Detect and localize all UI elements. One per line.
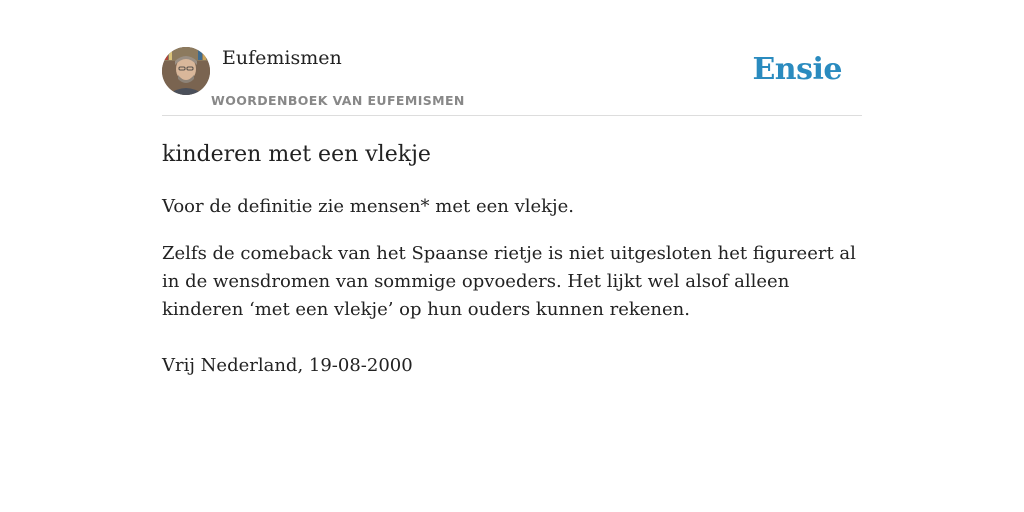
page <box>162 0 862 380</box>
dictionary-name[interactable]: WOORDENBOEK VAN EUFEMISMEN <box>211 93 465 108</box>
entry-quote: Zelfs de comeback van het Spaanse rietje is niet uitgesloten het figureert al in de wensdromen van sommige opvoeders. Het lijkt wel alsof alleen kinderen ‘met een vlekje’ op hun ouders kunnen rekenen. <box>162 243 856 320</box>
entry-source: Vrij Nederland, 19-08-2000 <box>162 355 413 376</box>
entry-definition: Voor de definitie zie mensen* met een vlekje. <box>162 196 575 217</box>
entry-header <box>162 46 862 116</box>
author-avatar[interactable] <box>162 47 210 95</box>
portrait-icon <box>162 47 210 95</box>
entry-title: kinderen met een vlekje <box>162 142 431 167</box>
ensie-logo[interactable]: Ensie <box>752 52 842 87</box>
author-name[interactable]: Eufemismen <box>222 47 342 69</box>
